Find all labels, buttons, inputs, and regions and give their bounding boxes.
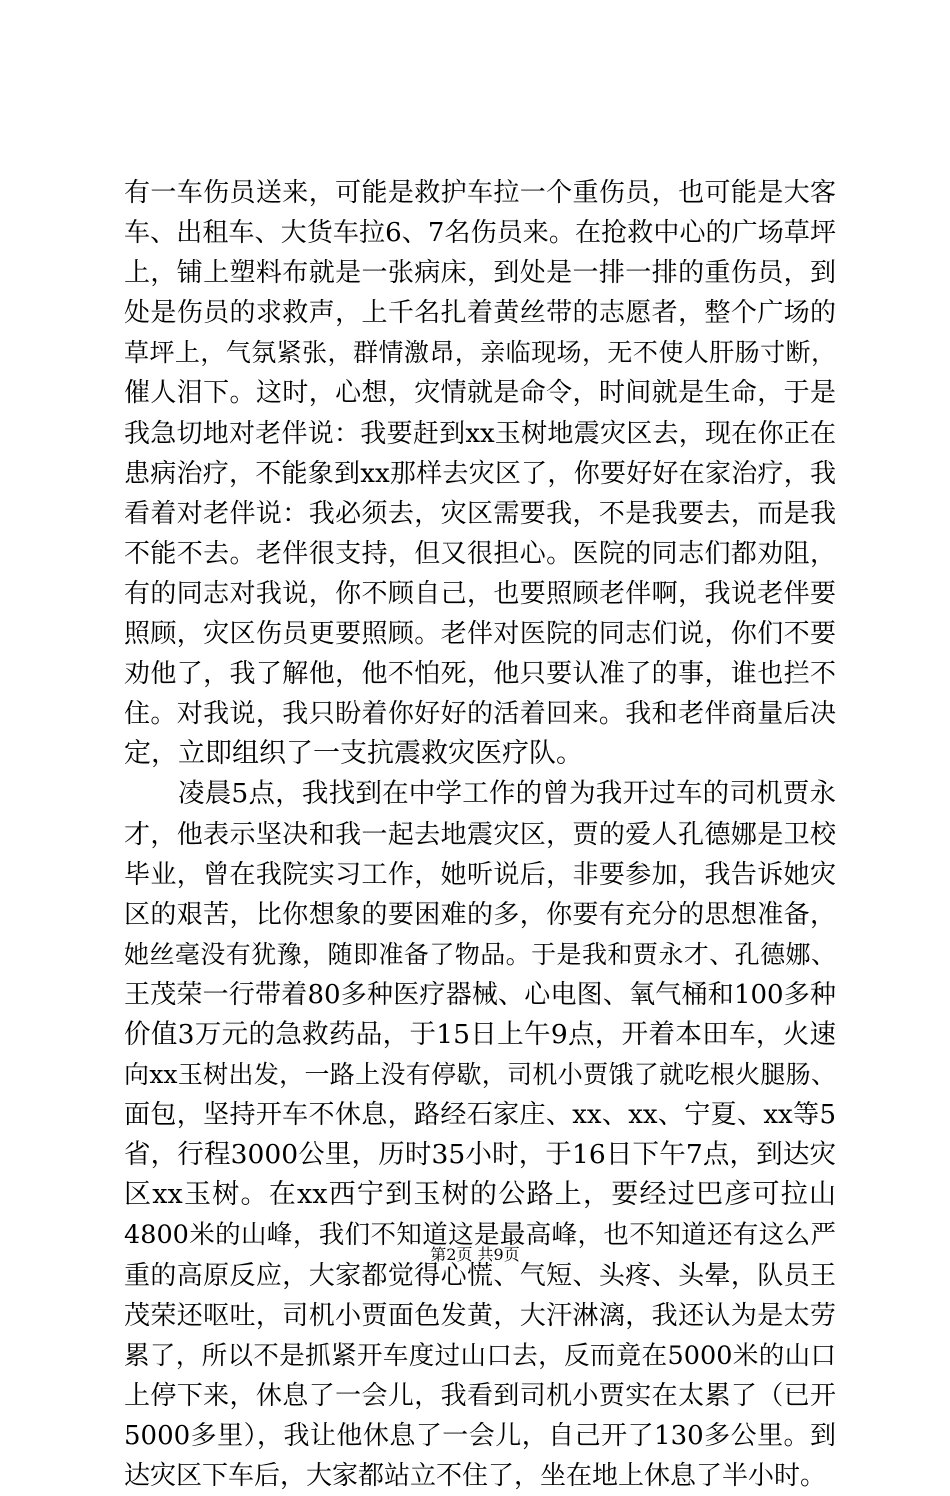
text-line: 省，行程3000公里，历时35小时，于16日下午7点，到达灾 [124, 1139, 836, 1171]
text-line: 茂荣还呕吐，司机小贾面色发黄，大汗淋漓，我还认为是太劳 [124, 1300, 836, 1331]
text-line: 劝他了，我了解他，他不怕死，他只要认准了的事，谁也拦不 [124, 659, 836, 690]
text-line: 处是伤员的求救声，上千名扎着黄丝带的志愿者，整个广场的 [124, 298, 836, 329]
text-line: 我急切地对老伴说：我要赶到xx玉树地震灾区去，现在你正在 [124, 418, 836, 449]
text-line: 草坪上，气氛紧张，群情激昂，亲临现场，无不使人肝肠寸断， [124, 338, 836, 368]
text-line: 累了，所以不是抓紧开车度过山口去，反而竟在5000米的山口 [124, 1340, 836, 1371]
text-line: 车、出租车、大货车拉6、7名伤员来。在抢救中心的广场草坪 [124, 218, 836, 249]
text-line: 区xx玉树。在xx西宁到玉树的公路上，要经过巴彦可拉山 [124, 1179, 836, 1211]
text-line: 催人泪下。这时，心想，灾情就是命令，时间就是生命，于是 [124, 378, 836, 409]
text-line: 凌晨5点，我找到在中学工作的曾为我开过车的司机贾永 [178, 778, 836, 810]
text-line: 价值3万元的急救药品，于15日上午9点，开着本田车，火速 [124, 1018, 836, 1050]
text-line: 不能不去。老伴很支持，但又很担心。医院的同志们都劝阻， [124, 538, 836, 569]
text-line: 有的同志对我说，你不顾自己，也要照顾老伴啊，我说老伴要 [124, 578, 836, 609]
text-line: 4800米的山峰，我们不知道这是最高峰，也不知道还有这么严 [124, 1220, 836, 1251]
text-line: 达灾区下车后，大家都站立不住了，坐在地上休息了半小时。 [124, 1461, 827, 1491]
text-line: 毕业，曾在我院实习工作，她听说后，非要参加，我告诉她灾 [124, 859, 836, 890]
text-line: 上停下来，休息了一会儿，我看到司机小贾实在太累了（已开 [124, 1380, 836, 1411]
page-number: 第2页 共9页 [430, 1245, 520, 1264]
text-line: 住。对我说，我只盼着你好好的活着回来。我和老伴商量后决 [124, 699, 836, 730]
document-body [124, 173, 836, 1496]
text-line: 患病治疗，不能象到xx那样去灾区了，你要好好在家治疗，我 [124, 458, 836, 489]
text-line: 向xx玉树出发，一路上没有停歇，司机小贾饿了就吃根火腿肠、 [124, 1060, 836, 1090]
text-line: 王茂荣一行带着80多种医疗器械、心电图、氧气桶和100多种 [124, 979, 836, 1010]
text-line: 看着对老伴说：我必须去，灾区需要我，不是我要去，而是我 [124, 498, 836, 529]
text-line: 才，他表示坚决和我一起去地震灾区，贾的爱人孔德娜是卫校 [124, 819, 836, 850]
text-line: 5000多里），我让他休息了一会儿，自己开了130多公里。到 [124, 1420, 836, 1451]
text-line: 重的高原反应，大家都觉得心慌、气短、头疼、头晕，队员王 [124, 1260, 836, 1291]
paragraph [124, 774, 836, 1496]
text-line: 面包，坚持开车不休息，路经石家庄、xx、xx、宁夏、xx等5 [124, 1100, 836, 1131]
text-line: 她丝毫没有犹豫，随即准备了物品。于是我和贾永才、孔德娜、 [124, 939, 836, 969]
paragraph [124, 173, 836, 774]
text-line: 区的艰苦，比你想象的要困难的多，你要有充分的思想准备， [124, 899, 836, 930]
text-line: 上，铺上塑料布就是一张病床，到处是一排一排的重伤员，到 [124, 258, 836, 289]
text-line: 定，立即组织了一支抗震救灾医疗队。 [124, 738, 583, 770]
text-line: 有一车伤员送来，可能是救护车拉一个重伤员，也可能是大客 [124, 178, 836, 208]
text-line: 照顾，灾区伤员更要照顾。老伴对医院的同志们说，你们不要 [124, 619, 836, 650]
